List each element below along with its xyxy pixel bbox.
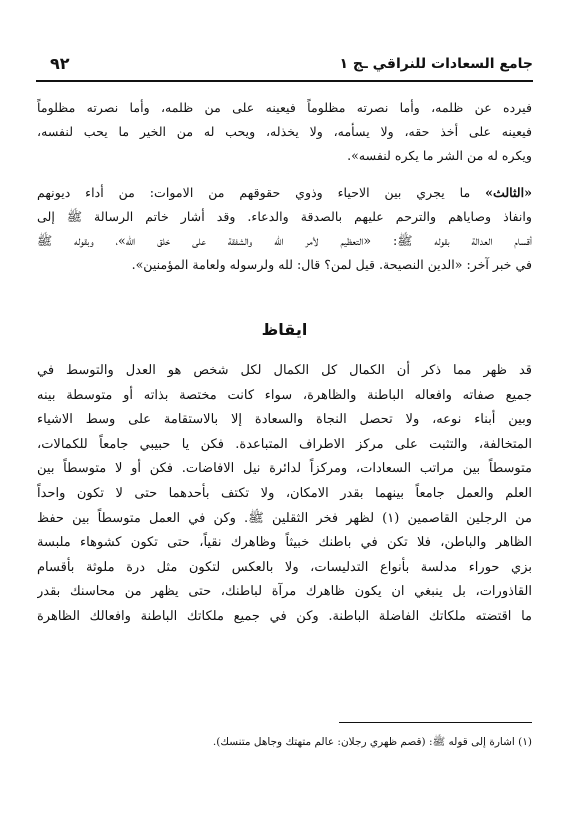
text-line: جميع صفاته وافعاله الباطنة والظاهرة، سواء كانت مختصة بذاته أو متوسطة بينه <box>37 387 532 403</box>
text-line: القاذورات، بل ينبغي ان يكون ظاهرك مرآة لباطنك، حتى يظهر من محاسنك بقدر <box>37 584 532 600</box>
text-line: بزي حوراء مدلسة بأنواع التدليسات، ولا بالعكس لتكون مثل درة ملوثة بأقسام <box>37 559 532 575</box>
text-line: في خبر آخر: «الدين النصيحة. قيل لمن؟ قال: لله ولرسوله ولعامة المؤمنين». <box>131 257 532 272</box>
footnote: (١) اشارة إلى قوله ﷺ: (قصم ظهري رجلان: عالم متهتك وجاهل متنسك). <box>212 736 532 748</box>
text-line <box>37 181 532 205</box>
text-line: وبين أبناء نوعه، ولا تحصل النجاة والسعادة إلا بالاستقامة على وسط الاشياء <box>37 412 532 428</box>
text-fragment: ما يجري بين الاحياء وذوي حقوقهم من الاموات: من أداء ديونهم <box>37 185 486 200</box>
text-line: فيرده عن ظلمه، وأما نصرته مظلوماً فيعينه على من ظلمه، وأما نصرته مظلوماً <box>37 100 532 115</box>
footnote-rule <box>339 722 532 723</box>
text-line: وانفاذ وصاياهم والترحم عليهم بالصدقة والدعاء. وقد أشار خاتم الرسالة ﷺ إلى <box>37 209 532 224</box>
text-line: العلم والعمل جامعاً بينهما بقدر الامكان، ولا تكتف بأحدهما حتى لا تكون واحداً <box>37 485 532 501</box>
paragraph-2 <box>37 181 532 277</box>
paragraph-1 <box>37 96 532 168</box>
text-line: أقسام العدالة بقوله ﷺ: «التعظيم لأمر الله والشفقة على خلق الله»، وبقوله ﷺ <box>37 233 532 248</box>
section-lead: «الثالث» <box>485 185 532 200</box>
header-rule <box>36 80 533 82</box>
section-heading: ايقاظ <box>261 320 308 339</box>
text-line: المتخالفة، والتثبت على مركز الاطراف المتباعدة. فكن يا حبيبي جامعاً للكمالات، <box>37 436 532 452</box>
paragraph-3 <box>37 359 532 630</box>
text-line: ما اقتضته ملكاتك الفاضلة الباطنة. وكن في جميع ملكاتك الباطنة وافعالك الظاهرة <box>37 608 532 624</box>
text-line: متوسطاً بين مراتب السعادات، ومركزاً لدائرة نيل الافاضات. فكن أو لا متوسطاً بين <box>37 461 532 477</box>
page-header <box>36 52 533 78</box>
text-line: فيعينه على أخذ حقه، ولا يسأمه، ولا يخذله، ويحب له من الخير ما يحب لنفسه، <box>37 124 532 139</box>
text-line: من الرجلين القاصمين (١) لظهر فخر الثقلين ﷺ. وكن في العمل متوسطاً بين حفظ <box>37 510 532 526</box>
page-number: ٩٢ <box>50 54 70 73</box>
text-line: ويكره له من الشر ما يكره لنفسه». <box>347 148 532 163</box>
text-line: الظاهر والباطن، فلا تكن في باطنك خبيثاً وظاهرك نقياً، حتى تكون كشوهاء ملبسة <box>37 535 532 551</box>
text-line: قد ظهر مما ذكر أن الكمال كل الكمال لكل شخص هو العدل والتوسط في <box>37 363 532 378</box>
running-title: جامع السعادات للنراقي ـج ١ <box>339 56 533 72</box>
